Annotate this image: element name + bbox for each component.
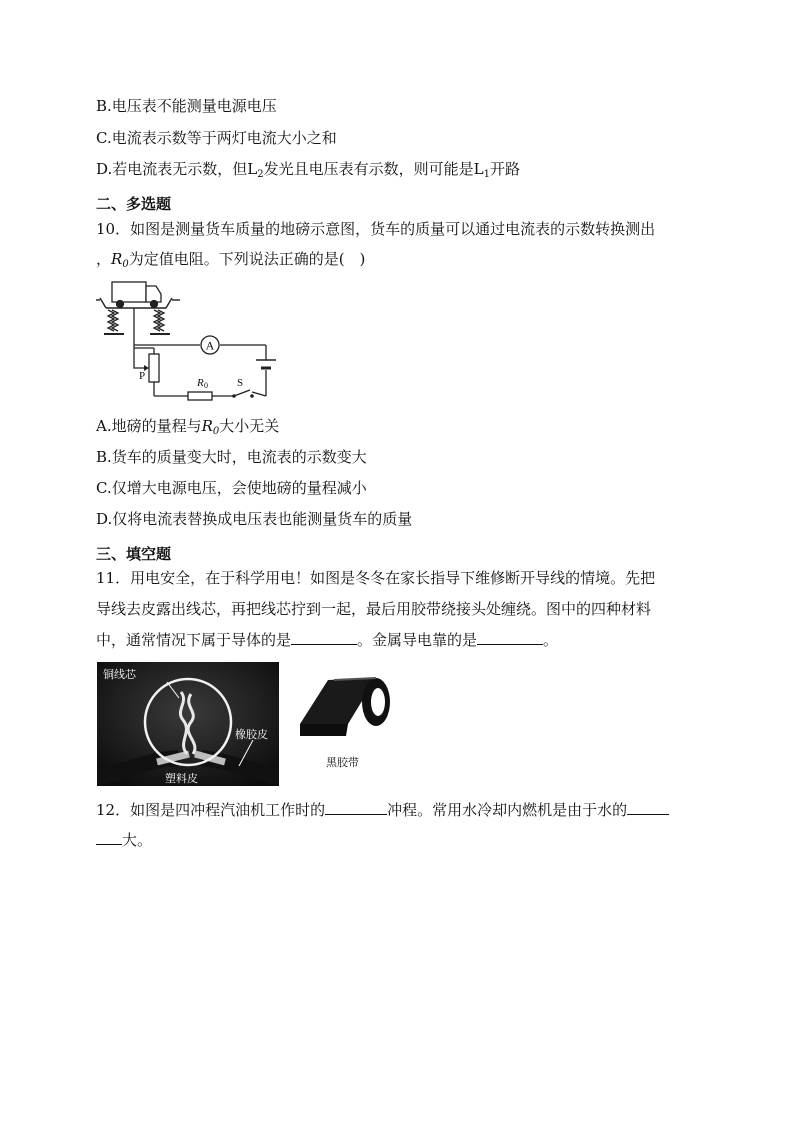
q11-line3-b: 。金属导电靠的是: [357, 631, 478, 649]
q12-line2-b: 大。: [122, 831, 153, 849]
section-title-multiple-choice: 二、多选题: [96, 195, 172, 213]
answer-blank-1: [291, 630, 357, 645]
black-tape-label: 黑胶带: [326, 756, 359, 769]
q10-stem-comma: ，: [96, 250, 112, 268]
answer-blank-3: [325, 800, 387, 815]
rheostat-icon: [134, 354, 159, 382]
switch-icon: [232, 377, 254, 398]
q10-option-a: [96, 416, 279, 442]
q10-option-a-post: 大小无关: [219, 417, 280, 435]
q10-stem-tail: 为定值电阻。下列说法正确的是( ): [128, 250, 366, 268]
plastic-sheath-label: 塑料皮: [165, 772, 198, 785]
black-tape-photo: [296, 664, 396, 774]
tape-roll-icon: [300, 678, 390, 736]
answer-blank-4a: [627, 800, 669, 815]
slider-p-label: P: [138, 370, 146, 382]
spring-icon: [104, 310, 170, 334]
rubber-sheath-label: 橡胶皮: [235, 728, 268, 741]
q10-option-c: C.仅增大电源电压，会使地磅的量程减小: [96, 479, 367, 497]
option-9c: C.电流表示数等于两灯电流大小之和: [96, 129, 337, 147]
q12-line1-a: 12．如图是四冲程汽油机工作时的: [96, 801, 326, 819]
weighbridge-circuit-diagram: [96, 278, 281, 408]
option-9d-sub1: 2: [257, 169, 264, 180]
option-9d-pre: D.若电流表无示数，但L: [96, 160, 258, 178]
q11-line2: 导线去皮露出线芯，再把线芯拧到一起，最后用胶带绕接头处缠绕。图中的四种材料: [96, 600, 652, 618]
section-title-fill-blank: 三、填空题: [96, 545, 172, 563]
q10-option-b: B.货车的质量变大时，电流表的示数变大: [96, 448, 367, 466]
resistor-r0-icon: [188, 377, 212, 400]
q10-option-a-r: R: [201, 417, 213, 435]
resistor-r0-label: R: [197, 377, 204, 389]
q10-stem-line1: 10．如图是测量货车质量的地磅示意图，货车的质量可以通过电流表的示数转换测出: [96, 220, 656, 238]
q11-line3-c: 。: [543, 631, 559, 649]
option-9d-post: 开路: [489, 160, 520, 178]
wire-repair-photo: [97, 662, 279, 786]
q11-line1: 11．用电安全，在于科学用电！如图是冬冬在家长指导下维修断开导线的情境。先把: [96, 569, 656, 587]
q10-r0-symbol: R: [111, 250, 123, 268]
q10-option-a-sub: 0: [212, 426, 220, 437]
option-9d: [96, 159, 520, 185]
switch-s-label: S: [237, 377, 244, 389]
resistor-r0-sub: 0: [204, 381, 208, 390]
answer-blank-2: [477, 630, 543, 645]
answer-blank-4b: [96, 830, 122, 845]
ammeter-icon: [201, 336, 219, 354]
truck-icon: [112, 282, 161, 308]
q10-r0-sub: 0: [122, 259, 129, 270]
option-9b: B.电压表不能测量电源电压: [96, 97, 277, 115]
q11-line3: [96, 630, 558, 650]
q10-stem-line2: [96, 249, 365, 275]
q10-option-a-pre: A.地磅的量程与: [96, 417, 202, 435]
q12-line2: [96, 830, 152, 850]
q10-option-d: D.仅将电流表替换成电压表也能测量货车的质量: [96, 510, 413, 528]
option-9d-sub2: 1: [483, 169, 490, 180]
battery-icon: [256, 360, 276, 368]
q11-line3-a: 中，通常情况下属于导体的是: [96, 631, 292, 649]
q12-line1: [96, 800, 669, 820]
copper-core-label: 铜线芯: [103, 668, 136, 681]
ammeter-label: A: [205, 338, 215, 353]
option-9d-mid: 发光且电压表有示数，则可能是L: [263, 160, 484, 178]
q12-line1-b: 冲程。常用水冷却内燃机是由于水的: [387, 801, 628, 819]
